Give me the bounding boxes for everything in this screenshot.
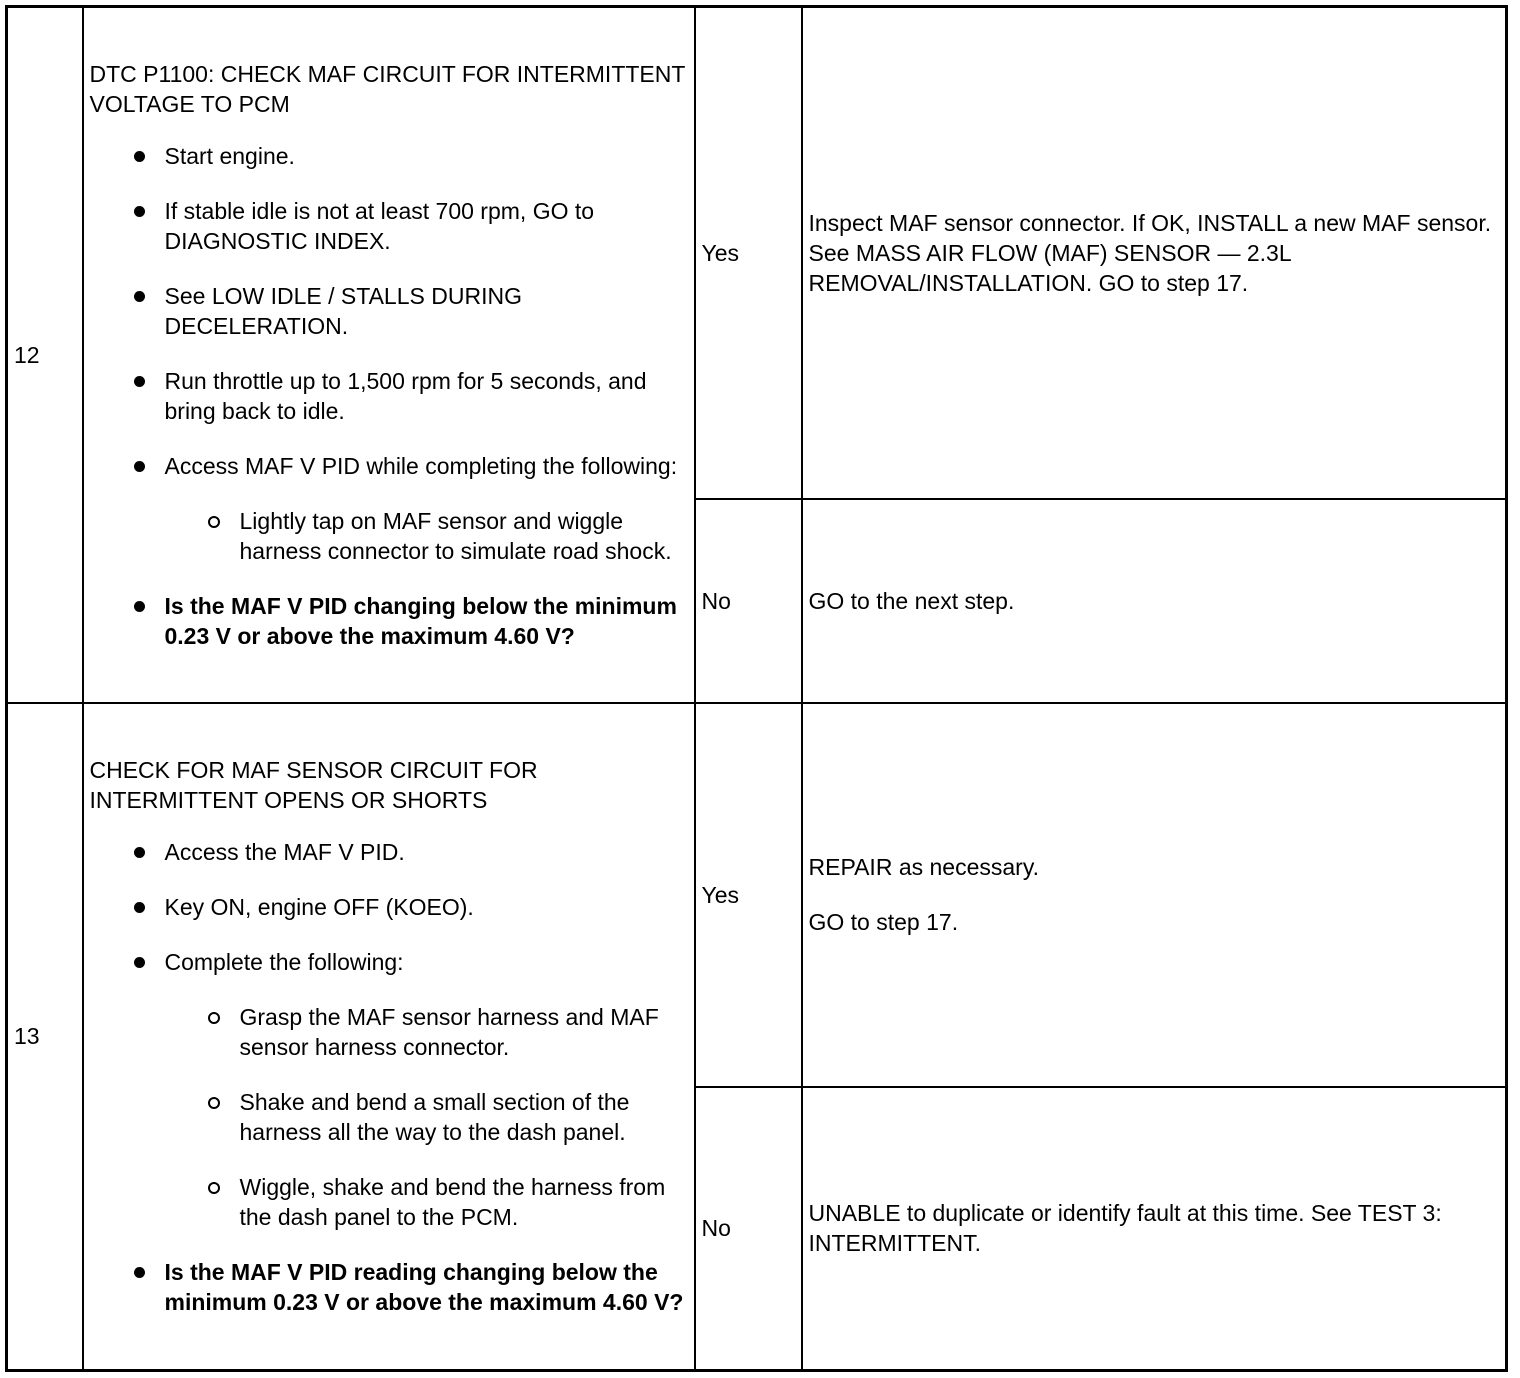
sub-action-list — [165, 506, 688, 566]
response-no — [802, 499, 1507, 703]
step-13-yes-row — [7, 703, 1507, 1087]
action-item: Start engine. — [90, 141, 688, 171]
result-yes: Yes — [695, 703, 802, 1087]
action-list — [90, 837, 688, 1317]
response-no — [802, 1087, 1507, 1371]
diagnostic-table — [5, 5, 1508, 1372]
response-text: GO to step 17. — [808, 909, 959, 935]
test-actions — [83, 703, 695, 1371]
action-item: Key ON, engine OFF (KOEO). — [90, 892, 688, 922]
action-list — [90, 141, 688, 651]
response-text: GO to the next step. — [808, 587, 1015, 614]
sub-action-item: Shake and bend a small section of the harness all the way to the dash panel. — [165, 1087, 688, 1147]
response-text: Inspect MAF sensor connector. If OK, INSTALL a new MAF sensor. See MASS AIR FLOW (MAF) SENSOR — 2.3L REMOVAL/INSTALLATION. GO to step 17. — [808, 209, 1492, 296]
step-number: 12 — [7, 7, 83, 703]
test-heading: CHECK FOR MAF SENSOR CIRCUIT FOR INTERMITTENT OPENS OR SHORTS — [89, 757, 538, 814]
action-item — [90, 451, 688, 566]
step-12-yes-row — [7, 7, 1507, 499]
response-yes — [802, 703, 1507, 1087]
response-text: UNABLE to duplicate or identify fault at this time. See TEST 3: INTERMITTENT. — [808, 1200, 1442, 1257]
action-item — [90, 947, 688, 1232]
result-yes: Yes — [695, 7, 802, 499]
test-heading: DTC P1100: CHECK MAF CIRCUIT FOR INTERMITTENT VOLTAGE TO PCM — [89, 60, 685, 117]
step-number: 13 — [7, 703, 83, 1371]
action-item-text: Complete the following: — [164, 949, 404, 976]
action-item: See LOW IDLE / STALLS DURING DECELERATION. — [90, 281, 688, 341]
sub-action-list — [165, 1002, 688, 1232]
action-item-text: Access MAF V PID while completing the following: — [164, 452, 678, 479]
sub-action-item: Lightly tap on MAF sensor and wiggle harness connector to simulate road shock. — [165, 506, 688, 566]
response-text: REPAIR as necessary. — [808, 854, 1040, 880]
action-item: Access the MAF V PID. — [90, 837, 688, 867]
response-yes — [802, 7, 1507, 499]
action-item: Run throttle up to 1,500 rpm for 5 seconds, and bring back to idle. — [90, 366, 688, 426]
action-item: If stable idle is not at least 700 rpm, GO to DIAGNOSTIC INDEX. — [90, 196, 688, 256]
result-no: No — [695, 499, 802, 703]
test-actions — [83, 7, 695, 703]
test-question: Is the MAF V PID changing below the minimum 0.23 V or above the maximum 4.60 V? — [90, 591, 688, 651]
result-no: No — [695, 1087, 802, 1371]
sub-action-item: Wiggle, shake and bend the harness from the dash panel to the PCM. — [165, 1172, 688, 1232]
sub-action-item: Grasp the MAF sensor harness and MAF sensor harness connector. — [165, 1002, 688, 1062]
test-question: Is the MAF V PID reading changing below the minimum 0.23 V or above the maximum 4.60 V? — [90, 1257, 688, 1317]
